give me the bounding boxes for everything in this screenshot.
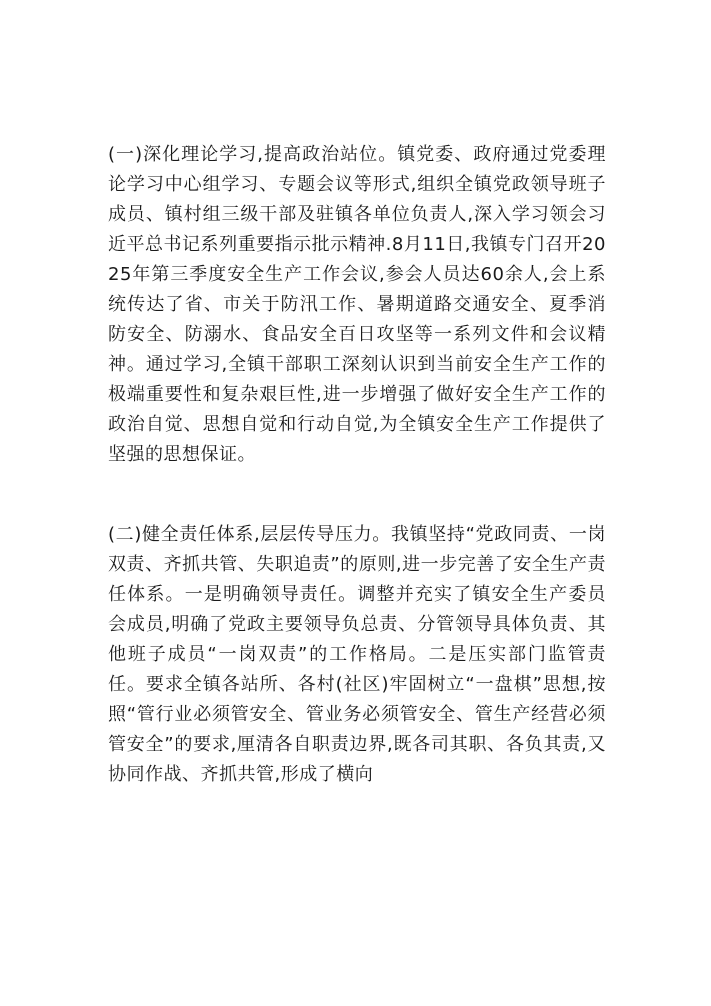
paragraph-responsibility-system: (二)健全责任体系,层层传导压力。我镇坚持“党政同责、一岗双责、齐抓共管、失职追责”的原则,进一步完善了安全生产责任体系。一是明确领导责任。调整并充实了镇安全生产委员会成员,明确了党政主要领导负总责、分管领导具体负责、其他班子成员“一岗双责”的工作格局。二是压实部门监管责任。要求全镇各站所、各村(社区)牢固树立“一盘棋”思想,按照“管行业必须管安全、管业务必须管安全、管生产经营必须管安全”的要求,厘清各自职责边界,既各司其职、各负其责,又协同作战、齐抓共管,形成了横向 xyxy=(108,524,606,785)
document-body xyxy=(108,140,606,790)
paragraph-theory-study: (一)深化理论学习,提高政治站位。镇党委、政府通过党委理论学习中心组学习、专题会议等形式,组织全镇党政领导班子成员、镇村组三级干部及驻镇各单位负责人,深入学习领会习近平总书记系列重要指示批示精神.8月11日,我镇专门召开2025年第三季度安全生产工作会议,参会人员达60余人,会上系统传达了省、市关于防汛工作、暑期道路交通安全、夏季消防安全、防溺水、食品安全百日攻坚等一系列文件和会议精神。通过学习,全镇干部职工深刻认识到当前安全生产工作的极端重要性和复杂艰巨性,进一步增强了做好安全生产工作的政治自觉、思想自觉和行动自觉,为全镇安全生产工作提供了坚强的思想保证。 xyxy=(108,144,606,465)
